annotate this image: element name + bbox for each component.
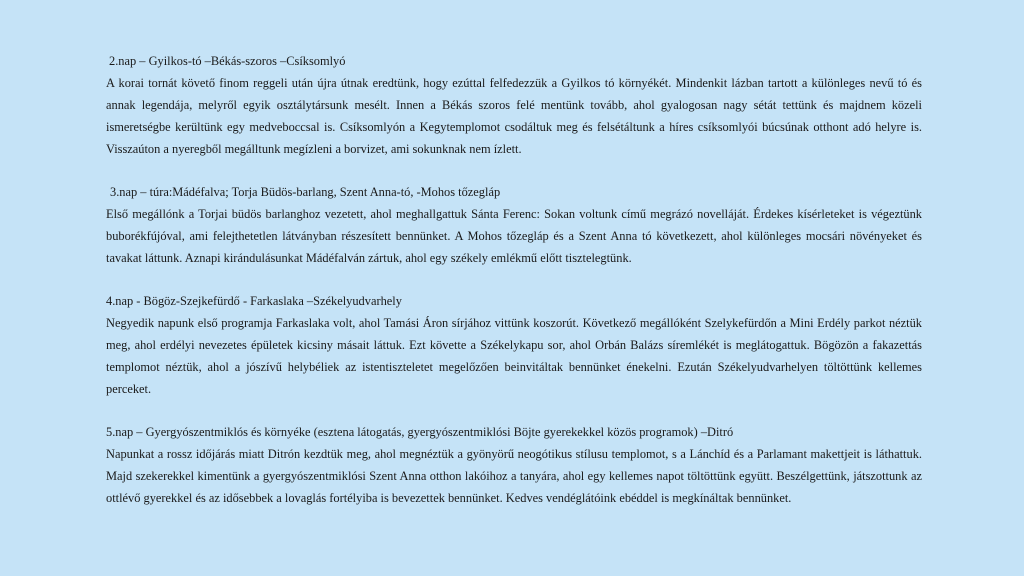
day-2-section (106, 50, 922, 160)
document-content (106, 50, 922, 530)
day-4-title: 4.nap - Bögöz-Szejkefürdő - Farkaslaka –Székelyudvarhely (106, 294, 402, 308)
day-4-section (106, 290, 922, 400)
day-5-section (106, 421, 922, 509)
day-3-body: Első megállónk a Torjai büdös barlanghoz vezetett, ahol meghallgattuk Sánta Ferenc: Sokan voltunk című megrázó novelláját. Érdekes kísérleteket is végeztünk buborékfújóval, ami felejthetetlen látványban részesített bennünket. A Mohos tőzegláp és a Szent Anna tó következett, ahol különleges mocsári növényeket és tavakat láttunk. Aznapi kirándulásunkat Mádéfalván zártuk, ahol egy székely emlékmű előtt tisztelegtünk. (106, 207, 922, 265)
day-4-body: Negyedik napunk első programja Farkaslaka volt, ahol Tamási Áron sírjához vittünk koszorút. Következő megállóként Szelykefürdőn a Mini Erdély parkot néztük meg, ahol erdélyi nevezetes épületek kicsiny másait láttuk. Ezt követte a Székelykapu sor, ahol Orbán Balázs síremlékét is meglátogattuk. Bögözön a fakazettás templomot néztük, ahol a jószívű helybéliek az istentiszteletet megelőzően beinvitáltak bennünket énekelni. Ezután Székelyudvarhelyen töltöttünk kellemes perceket. (106, 316, 922, 396)
day-2-body: A korai tornát követő finom reggeli után újra útnak eredtünk, hogy ezúttal felfedezzük a Gyilkos tó környékét. Mindenkit lázban tartott a különleges nevű tó és annak legendája, melyről egyik osztálytársunk mesélt. Innen a Békás szoros felé mentünk tovább, ahol gyalogosan nagy sétát tettünk és majdnem közeli ismeretségbe kerültünk egy medveboccsal is. Csíksomlyón a Kegytemplomot csodáltuk meg és felsétáltunk a híres csíksomlyói búcsúnak otthont adó helyre is. Visszaúton a nyeregből megálltunk megízleni a borvizet, ami sokunknak nem ízlett. (106, 76, 922, 156)
day-3-title: 3.nap – túra:Mádéfalva; Torja Büdös-barlang, Szent Anna-tó, -Mohos tőzegláp (110, 185, 501, 199)
day-2-title: 2.nap – Gyilkos-tó –Békás-szoros –Csíksomlyó (109, 54, 346, 68)
day-5-body: Napunkat a rossz időjárás miatt Ditrón kezdtük meg, ahol megnéztük a gyönyörű neogótikus stílusu templomot, s a Lánchíd és a Parlamant makettjeit is láthattuk. Majd szekerekkel kimentünk a gyergyószentmiklósi Szent Anna otthon lakóihoz a tanyára, ahol egy kellemes napot töltöttünk együtt. Beszélgettünk, játszottunk az ottlévő gyerekkel és az idősebbek a lovaglás fortélyiba is bevezettek bennünket. Kedves vendéglátóink ebéddel is megkínáltak bennünket. (106, 447, 922, 505)
day-5-title: 5.nap – Gyergyószentmiklós és környéke (esztena látogatás, gyergyószentmiklósi Böjte gyerekekkel közös programok) –Ditró (106, 425, 734, 439)
day-3-section (106, 181, 922, 269)
